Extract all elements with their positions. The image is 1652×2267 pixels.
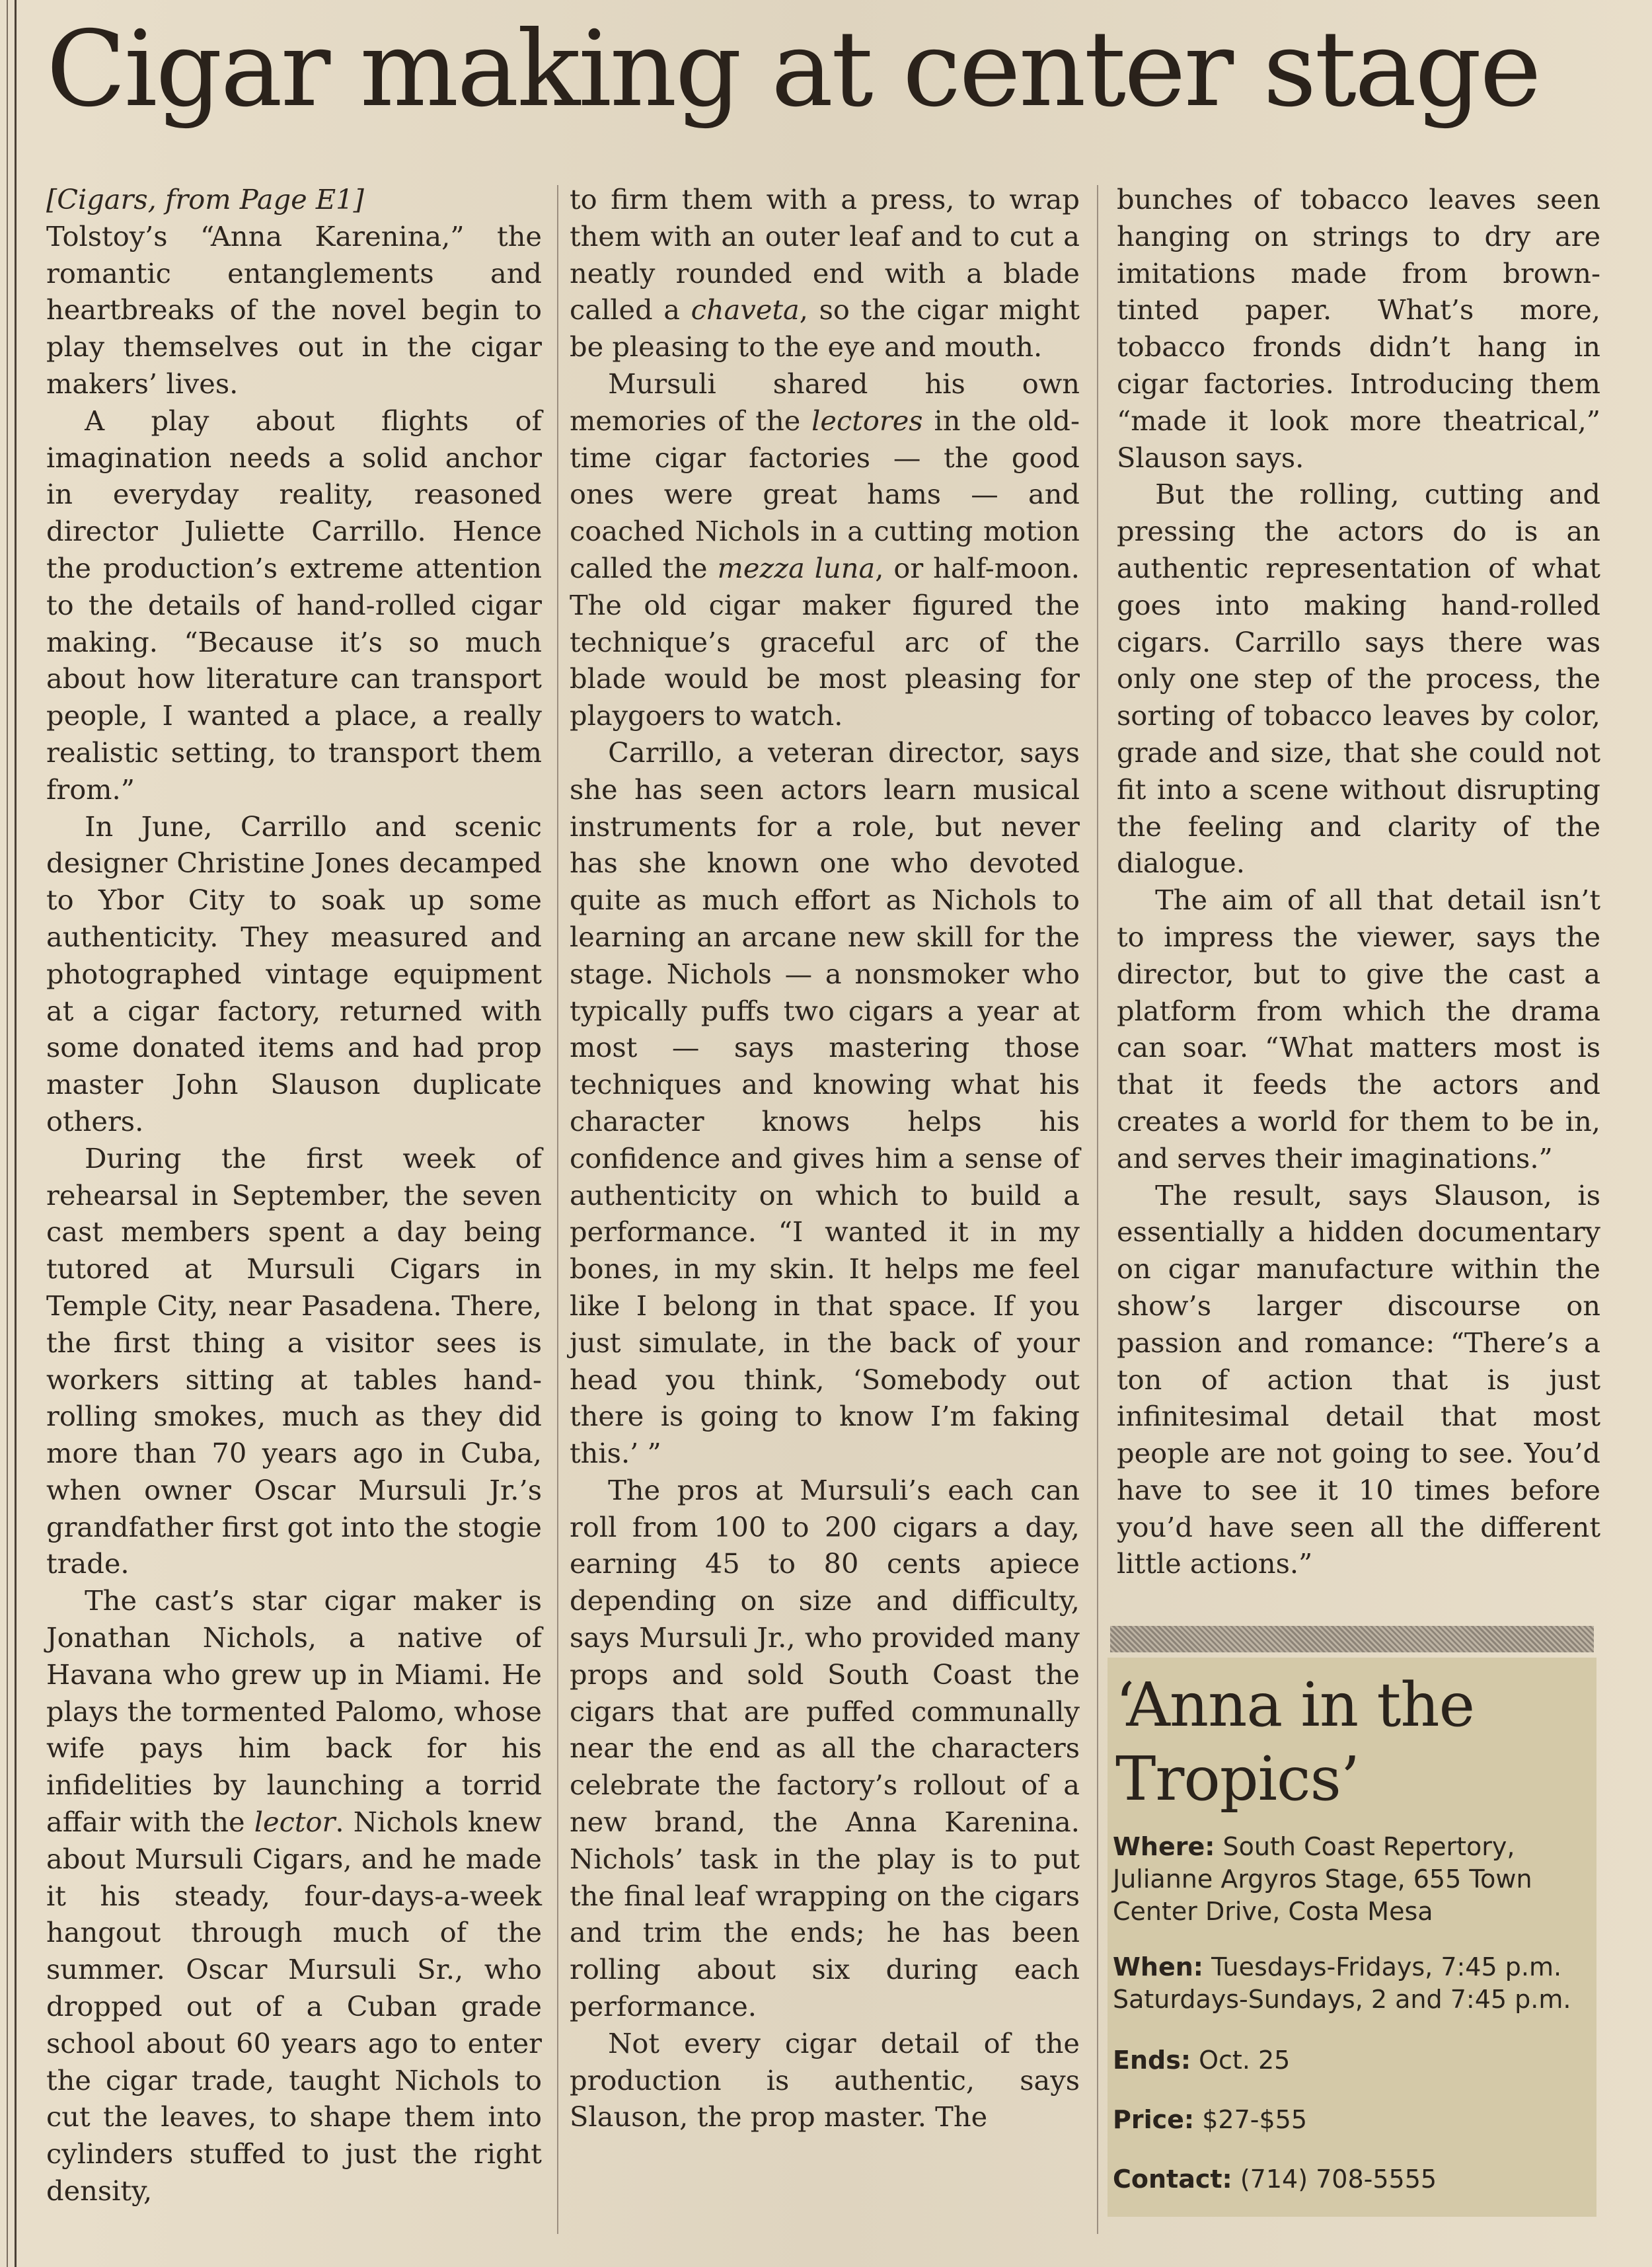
text-run: The cast’s star cigar maker is Jonathan Nichols, a native of Havana who grew up in Miami. He plays the tormented Palomo, whose wife pays him back for his infidelities by launching a torrid affair with the bbox=[46, 1584, 542, 1839]
paragraph bbox=[46, 1582, 542, 2209]
column-rule-left bbox=[15, 0, 17, 2267]
infobox-title: ‘Anna in the Tropics’ bbox=[1115, 1670, 1475, 1814]
when-label: When: bbox=[1113, 1952, 1203, 1981]
column-divider bbox=[1097, 185, 1098, 2234]
paragraph: In June, Carrillo and scenic designer Christine Jones decamped to Ybor City to soak up some authenticity. They measured and photographed vintage equipment at a cigar factory, returned with some donated items and had prop master John Slauson duplicate others. bbox=[46, 810, 542, 1137]
infobox-when bbox=[1113, 1951, 1589, 2016]
infobox-where bbox=[1113, 1831, 1589, 1928]
text-run: Mursuli shared his own memories of the bbox=[570, 367, 1080, 437]
ends-value: Oct. 25 bbox=[1199, 2046, 1291, 2075]
contact-label: Contact: bbox=[1113, 2165, 1232, 2194]
price-value: $27-$55 bbox=[1202, 2105, 1307, 2134]
italic-term: chaveta bbox=[691, 293, 800, 327]
jump-line bbox=[46, 181, 542, 218]
text-run: . Nichols knew about Mursuli Cigars, and he made it his steady, four-days-a-week hangout through much of the summer. Oscar Mursuli Sr., who dropped out of a Cuban grade school about 60 years ago to enter the cigar trade, taught Nichols to cut the leaves, to shape them into cylinders stuffed to just the right density, bbox=[46, 1806, 542, 2208]
ends-label: Ends: bbox=[1113, 2046, 1191, 2075]
paragraph: The aim of all that detail isn’t to impress the viewer, says the director, but to give the cast a platform from which the drama can soar. “What matters most is that it feeds the actors and creates a world for them to be in, and serves their imaginations.” bbox=[1117, 884, 1600, 1174]
infobox-price bbox=[1113, 2104, 1589, 2136]
infobox-contact bbox=[1113, 2163, 1589, 2196]
contact-value: (714) 708-5555 bbox=[1240, 2165, 1437, 2194]
italic-term: lectores bbox=[811, 404, 923, 437]
italic-term: lector bbox=[254, 1806, 336, 1839]
infobox-ends bbox=[1113, 2044, 1589, 2077]
paragraph: The pros at Mursuli’s each can roll from 100 to 200 cigars a day, earning 45 to 80 cents apiece depending on size and difficulty, says Mursuli Jr., who provided many props and sold South Coast the cigars that are puffed communally near the end as all the characters celebrate the factory’s rollout of a new brand, the Anna Karenina. Nichols’ task in the play is to put the final leaf wrapping on the cigars and trim the ends; he has been rolling about six during each performance. bbox=[570, 1473, 1080, 2023]
jump-text: [Cigars, from Page E1] bbox=[46, 183, 364, 215]
paragraph: Tolstoy’s “Anna Karenina,” the romantic entanglements and heartbreaks of the novel begin to play themselves out in the cigar makers’ lives. bbox=[46, 219, 542, 400]
column-divider bbox=[557, 185, 558, 2234]
text-run: , or half-moon. The old cigar maker figured the technique’s graceful arc of the blade would be most pleasing for playgoers to watch. bbox=[570, 551, 1080, 732]
where-value: South Coast Repertory, Julianne Argyros Stage, 655 Town Center Drive, Costa Mesa bbox=[1113, 1832, 1532, 1926]
paragraph: But the rolling, cutting and pressing the actors do is an authentic representation of what goes into making hand-rolled cigars. Carrillo says there was only one step of the process, the sorting of tobacco leaves by color, grade and size, that she could not fit into a scene without disrupting the feeling and clarity of the dialogue. bbox=[1117, 478, 1600, 880]
italic-term: mezza luna bbox=[717, 551, 876, 584]
where-label: Where: bbox=[1113, 1832, 1215, 1861]
text-run: to firm them with a press, to wrap them with an outer leaf and to cut a neatly rounded end with a blade called a bbox=[570, 183, 1080, 327]
article-column-1 bbox=[46, 181, 542, 2209]
paragraph: bunches of tobacco leaves seen hanging on strings to dry are imitations made from brown-tinted paper. What’s more, tobacco fronds didn’t hang in cigar factories. Introducing them “made it look more theatrical,” Slauson says. bbox=[1117, 183, 1600, 474]
paragraph bbox=[570, 181, 1080, 365]
paragraph: Carrillo, a veteran director, says she has seen actors learn musical instruments for a role, but never has she known one who devoted quite as much effort as Nichols to learning an arcane new skill for the stage. Nichols — a nonsmoker who typically puffs two cigars a year at most — says mastering those techniques and knowing what his character knows helps his confidence and gives him a sense of authenticity on which to build a performance. “I wanted it in my bones, in my skin. It helps me feel like I belong in that space. If you just simulate, in the back of your head you think, ‘Somebody out there is going to know I’m faking this.’ ” bbox=[570, 736, 1080, 1470]
text-run: , so the cigar might be pleasing to the eye and mouth. bbox=[570, 293, 1080, 364]
paragraph: Not every cigar detail of the production is authentic, says Slauson, the prop master. The bbox=[570, 2026, 1080, 2133]
paragraph bbox=[570, 365, 1080, 734]
infobox-hatched-bar bbox=[1110, 1626, 1594, 1652]
text-run: in the old-time cigar factories — the good ones were great hams — and coached Nichols in a cutting motion called the bbox=[570, 404, 1080, 584]
article-column-3 bbox=[1117, 181, 1600, 1582]
price-label: Price: bbox=[1113, 2105, 1195, 2134]
headline: Cigar making at center stage bbox=[46, 9, 1540, 130]
paragraph: During the first week of rehearsal in September, the seven cast members spent a day being tutored at Mursuli Cigars in Temple City, near Pasadena. There, the first thing a visitor sees is workers sitting at tables hand-rolling smokes, much as they did more than 70 years ago in Cuba, when owner Oscar Mursuli Jr.’s grandfather first got into the stogie trade. bbox=[46, 1141, 542, 1580]
article-column-2 bbox=[570, 181, 1080, 2135]
page-edge-line bbox=[7, 0, 8, 2267]
when-value: Tuesdays-Fridays, 7:45 p.m. Saturdays-Sundays, 2 and 7:45 p.m. bbox=[1113, 1952, 1571, 2014]
paragraph: The result, says Slauson, is essentially a hidden documentary on cigar manufacture within the show’s larger discourse on passion and romance: “There’s a ton of action that is just infinitesimal detail that most people are not going to see. You’d have to see it 10 times before you’d have seen all the different little actions.” bbox=[1117, 1178, 1600, 1580]
paragraph: A play about flights of imagination needs a solid anchor in everyday reality, reasoned director Juliette Carrillo. Hence the production’s extreme attention to the details of hand-rolled cigar making. “Because it’s so much about how literature can transport people, I wanted a place, a really realistic setting, to transport them from.” bbox=[46, 404, 542, 806]
